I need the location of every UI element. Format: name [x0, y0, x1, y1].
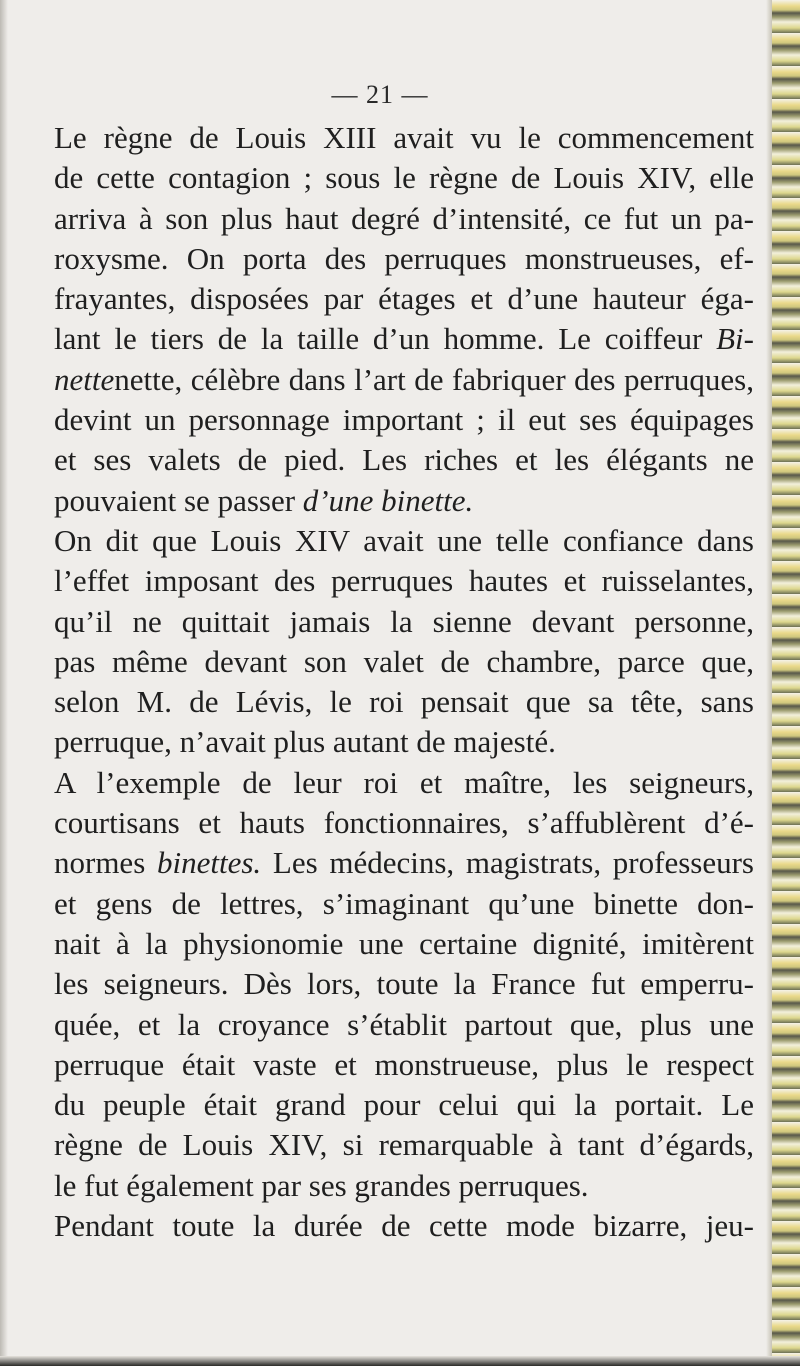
text-segment: lant le tiers de la taille d’un homme. Le coiffeur	[54, 321, 717, 357]
text-line: du peuple était grand pour celui qui la portait. Le	[54, 1087, 754, 1123]
text-line: selon M. de Lévis, le roi pensait que sa tête, sans	[54, 684, 754, 720]
text-line: les seigneurs. Dès lors, toute la France fut emperru-	[54, 966, 754, 1002]
text-line: nait à la physionomie une certaine dignité, imitèrent	[54, 925, 754, 961]
text-segment: nette, célèbre dans l’art de fabriquer des perruques,	[114, 361, 754, 397]
text-line	[54, 360, 754, 400]
page-bottom-edge	[0, 1356, 800, 1366]
text-line: qu’il ne quittait jamais la sienne devant personne,	[54, 603, 754, 639]
adjacent-page-edge	[772, 0, 800, 1366]
body-text	[54, 118, 754, 1246]
text-line: pas même devant son valet de chambre, parce que,	[54, 643, 754, 679]
page-left-edge	[0, 0, 8, 1366]
text-line: et gens de lettres, s’imaginant qu’une binette don-	[54, 885, 754, 921]
text-line: quée, et la croyance s’établit partout que, plus une	[54, 1006, 754, 1042]
text-line: roxysme. On porta des perruques monstrueuses, ef-	[54, 240, 754, 276]
text-line: On dit que Louis XIV avait une telle confiance dans	[54, 522, 754, 558]
text-segment: normes	[54, 845, 157, 881]
text-line: courtisans et hauts fonctionnaires, s’affublèrent d’é-	[54, 805, 754, 841]
text-line: de cette contagion ; sous le règne de Louis XIV, elle	[54, 160, 754, 196]
text-line: l’effet imposant des perruques hautes et ruisselantes,	[54, 563, 754, 599]
text-line	[54, 319, 754, 359]
text-segment: pouvaient se passer	[54, 482, 303, 518]
text-line	[54, 481, 754, 521]
italic-segment: Bi-	[716, 321, 754, 357]
text-line: arriva à son plus haut degré d’intensité, ce fut un pa-	[54, 200, 754, 236]
text-line: perruque, n’avait plus autant de majesté.	[54, 724, 556, 760]
text-line: règne de Louis XIV, si remarquable à tant d’égards,	[54, 1127, 754, 1163]
text-line: Le règne de Louis XIII avait vu le commencement	[54, 120, 754, 155]
italic-segment: d’une binette.	[302, 482, 474, 518]
text-line: Pendant toute la durée de cette mode bizarre, jeu-	[54, 1208, 754, 1244]
text-line: perruque était vaste et monstrueuse, plus le respect	[54, 1046, 754, 1082]
italic-segment: nette	[54, 361, 115, 397]
text-line	[54, 843, 754, 883]
text-line: le fut également par ses grandes perruques.	[54, 1167, 589, 1203]
italic-segment: binettes.	[156, 845, 262, 881]
text-line: et ses valets de pied. Les riches et les élégants ne	[54, 442, 754, 478]
text-line: frayantes, disposées par étages et d’une hauteur éga-	[54, 281, 754, 317]
text-segment: Les médecins, magistrats, professeurs	[261, 845, 754, 881]
page-number: — 21 —	[331, 80, 429, 109]
text-line: devint un personnage important ; il eut ses équipages	[54, 402, 754, 438]
text-line: A l’exemple de leur roi et maître, les seigneurs,	[54, 764, 754, 800]
